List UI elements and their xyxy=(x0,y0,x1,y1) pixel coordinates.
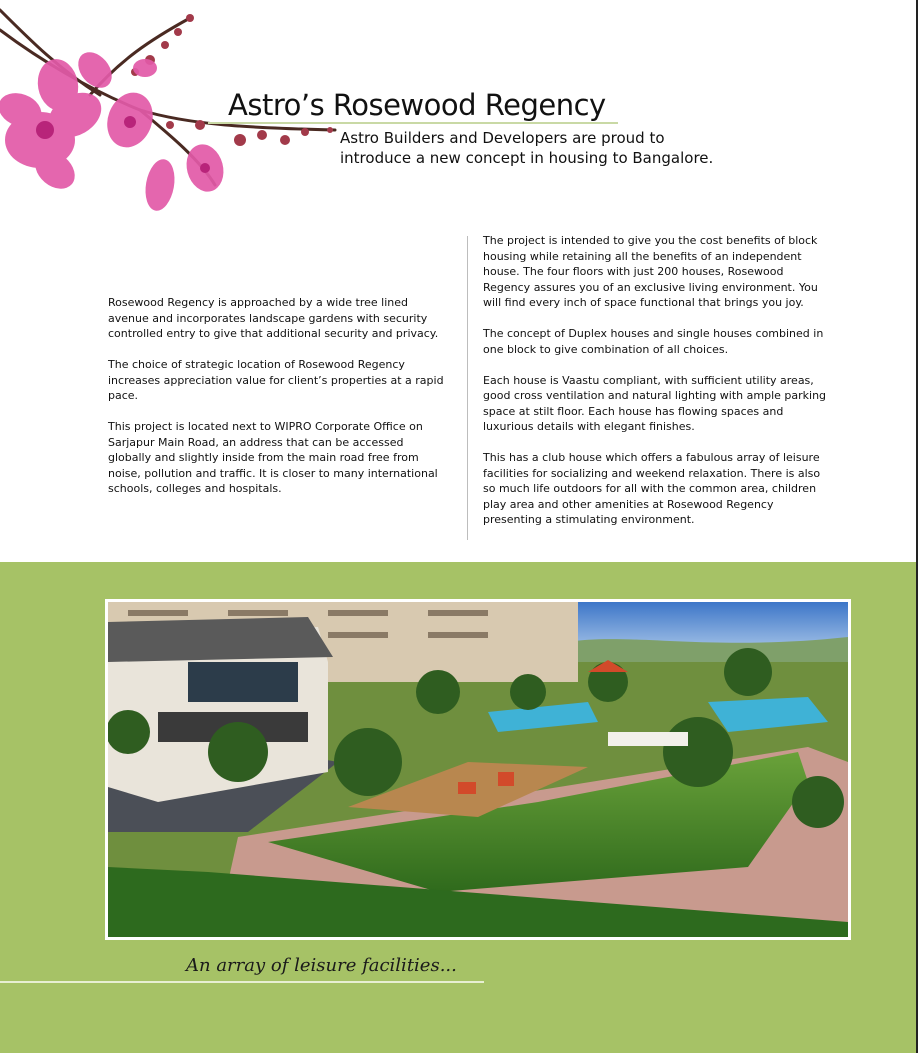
paragraph: Each house is Vaastu compliant, with sufficient utility areas, good cross ventilation and natural lighting with ample parking space at stilt floor. Each house has flowing spaces and luxurious details with elegant finishes. xyxy=(483,373,827,433)
title-underline xyxy=(208,122,618,124)
page-title: Astro’s Rosewood Regency xyxy=(228,88,606,122)
paragraph: The project is intended to give you the cost benefits of block housing while retaining all the benefits of an independent house. The four floors with just 200 houses, Rosewood Regency assures you of an exclusive living environment. You will find every inch of space functional that brings you joy. xyxy=(483,234,818,309)
amenities-rendering-image xyxy=(108,602,848,937)
paragraph: This has a club house which offers a fabulous array of leisure facilities for socializing and weekend relaxation. There is also so much life outdoors for all with the common area, children play area and other amenities at Rosewood Regency presenting a stimulating environment. xyxy=(483,451,821,526)
image-caption: An array of leisure facilities... xyxy=(186,955,457,976)
intro-text: Astro Builders and Developers are proud to introduce a new concept in housing to Bangalore. xyxy=(340,129,714,167)
paragraph: Rosewood Regency is approached by a wide tree lined avenue and incorporates landscape gardens with security controlled entry to give that additional security and privacy. xyxy=(108,296,439,340)
column-divider xyxy=(467,236,468,540)
left-text-column xyxy=(108,295,448,512)
caption-underline xyxy=(0,981,484,983)
paragraph: The concept of Duplex houses and single houses combined in one block to give combination of all choices. xyxy=(483,327,824,356)
paragraph: The choice of strategic location of Rosewood Regency increases appreciation value for client’s properties at a rapid pace. xyxy=(108,358,444,402)
right-text-column xyxy=(483,233,828,543)
paragraph: This project is located next to WIPRO Corporate Office on Sarjapur Main Road, an address that can be accessed globally and slightly inside from the main road free from noise, pollution and traffic. It is closer to many international schools, colleges and hospitals. xyxy=(108,420,438,495)
